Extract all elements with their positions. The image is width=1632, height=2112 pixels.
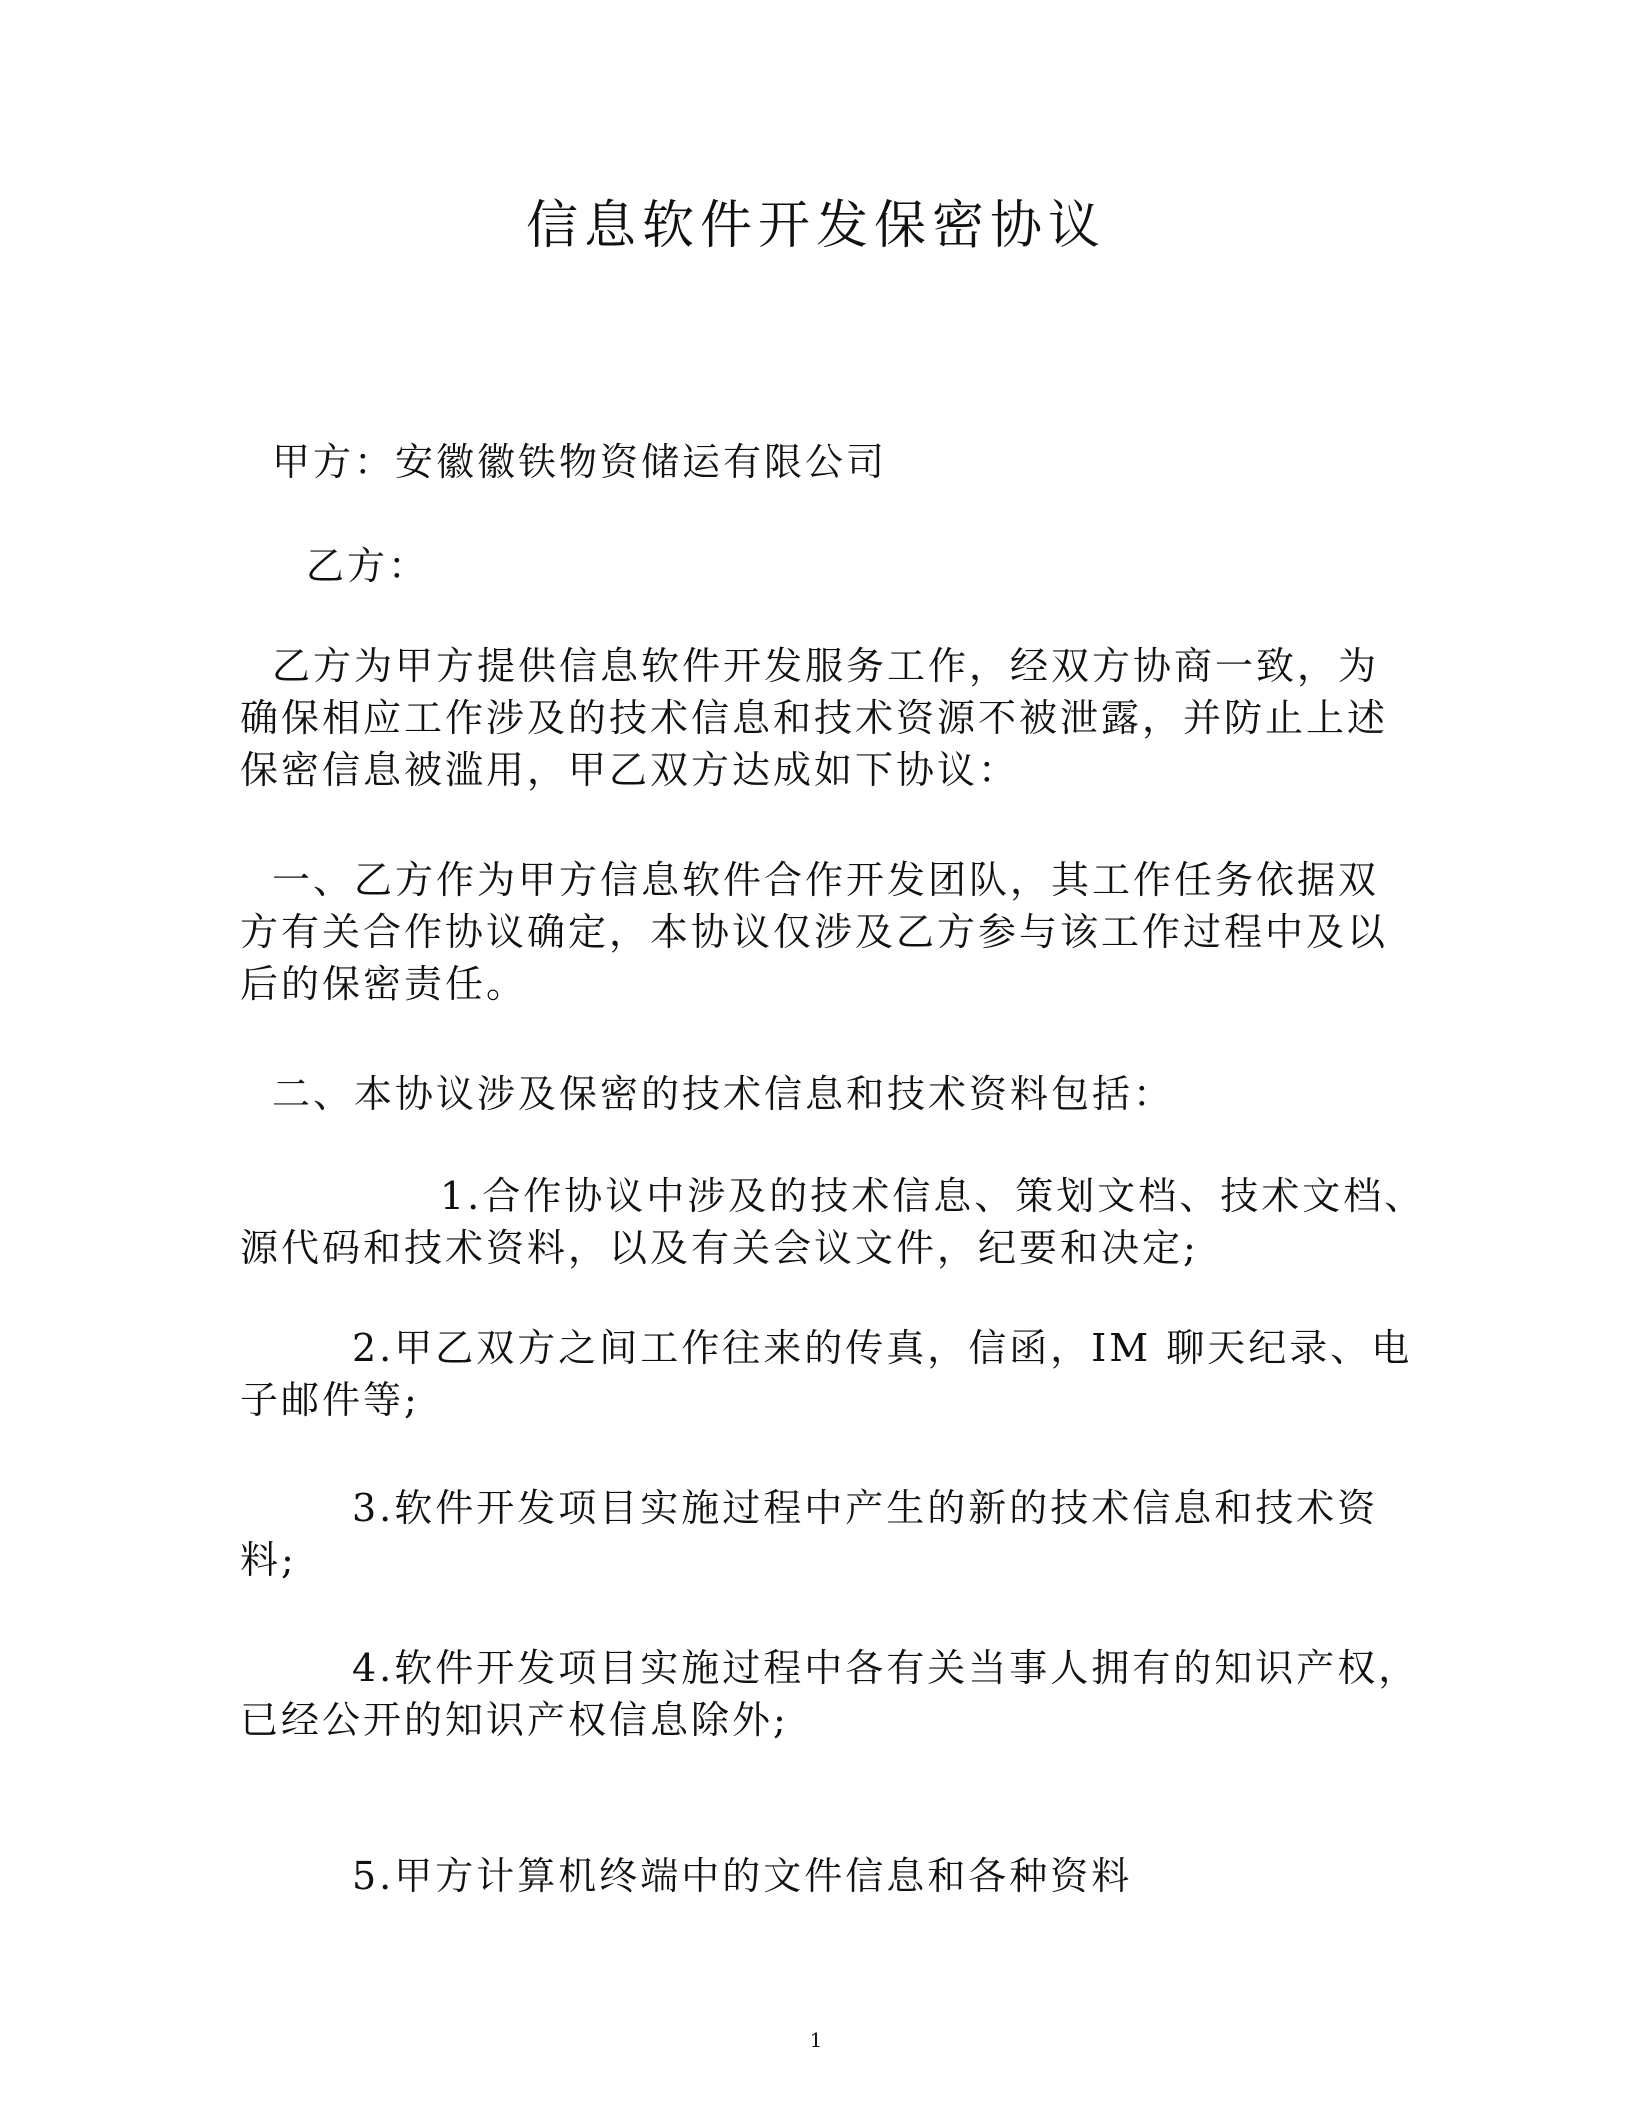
item-line: 料; xyxy=(240,1538,297,1582)
item-5-line: 5.甲方计算机终端中的文件信息和各种资料 xyxy=(352,1854,1133,1898)
document-title: 信息软件开发保密协议 xyxy=(525,196,1106,256)
item-3-paragraph xyxy=(240,1482,1420,1586)
clause-line: 方有关合作协议确定，本协议仅涉及乙方参与该工作过程中及以 xyxy=(240,910,1389,954)
intro-line: 乙方为甲方提供信息软件开发服务工作，经双方协商一致，为 xyxy=(272,644,1380,688)
item-line: 1.合作协议中涉及的技术信息、策划文档、技术文档、 xyxy=(440,1174,1426,1218)
item-2-paragraph xyxy=(240,1322,1420,1426)
page-number: 1 xyxy=(809,2028,823,2052)
item-line: 源代码和技术资料，以及有关会议文件，纪要和决定; xyxy=(240,1226,1199,1270)
intro-line: 保密信息被滥用，甲乙双方达成如下协议： xyxy=(240,748,1020,792)
party-a-line: 甲方：安徽徽铁物资储运有限公司 xyxy=(272,440,888,484)
item-line: 3.软件开发项目实施过程中产生的新的技术信息和技术资 xyxy=(352,1486,1379,1530)
clause-line: 一、乙方作为甲方信息软件合作开发团队，其工作任务依据双 xyxy=(272,858,1380,902)
clause-line: 后的保密责任。 xyxy=(240,962,528,1006)
clause-2-line: 二、本协议涉及保密的技术信息和技术资料包括： xyxy=(272,1072,1175,1116)
item-line: 子邮件等; xyxy=(240,1378,420,1422)
item-line: 已经公开的知识产权信息除外; xyxy=(240,1698,789,1742)
clause-1-paragraph xyxy=(240,854,1420,1010)
item-1-paragraph xyxy=(240,1170,1426,1274)
intro-paragraph xyxy=(240,640,1420,796)
party-b-line: 乙方： xyxy=(306,544,430,588)
item-4-paragraph xyxy=(240,1642,1420,1746)
item-line: 4.软件开发项目实施过程中各有关当事人拥有的知识产权， xyxy=(352,1646,1420,1690)
intro-line: 确保相应工作涉及的技术信息和技术资源不被泄露，并防止上述 xyxy=(240,696,1389,740)
item-line: 2.甲乙双方之间工作往来的传真，信函，IM 聊天纪录、电 xyxy=(352,1326,1413,1370)
